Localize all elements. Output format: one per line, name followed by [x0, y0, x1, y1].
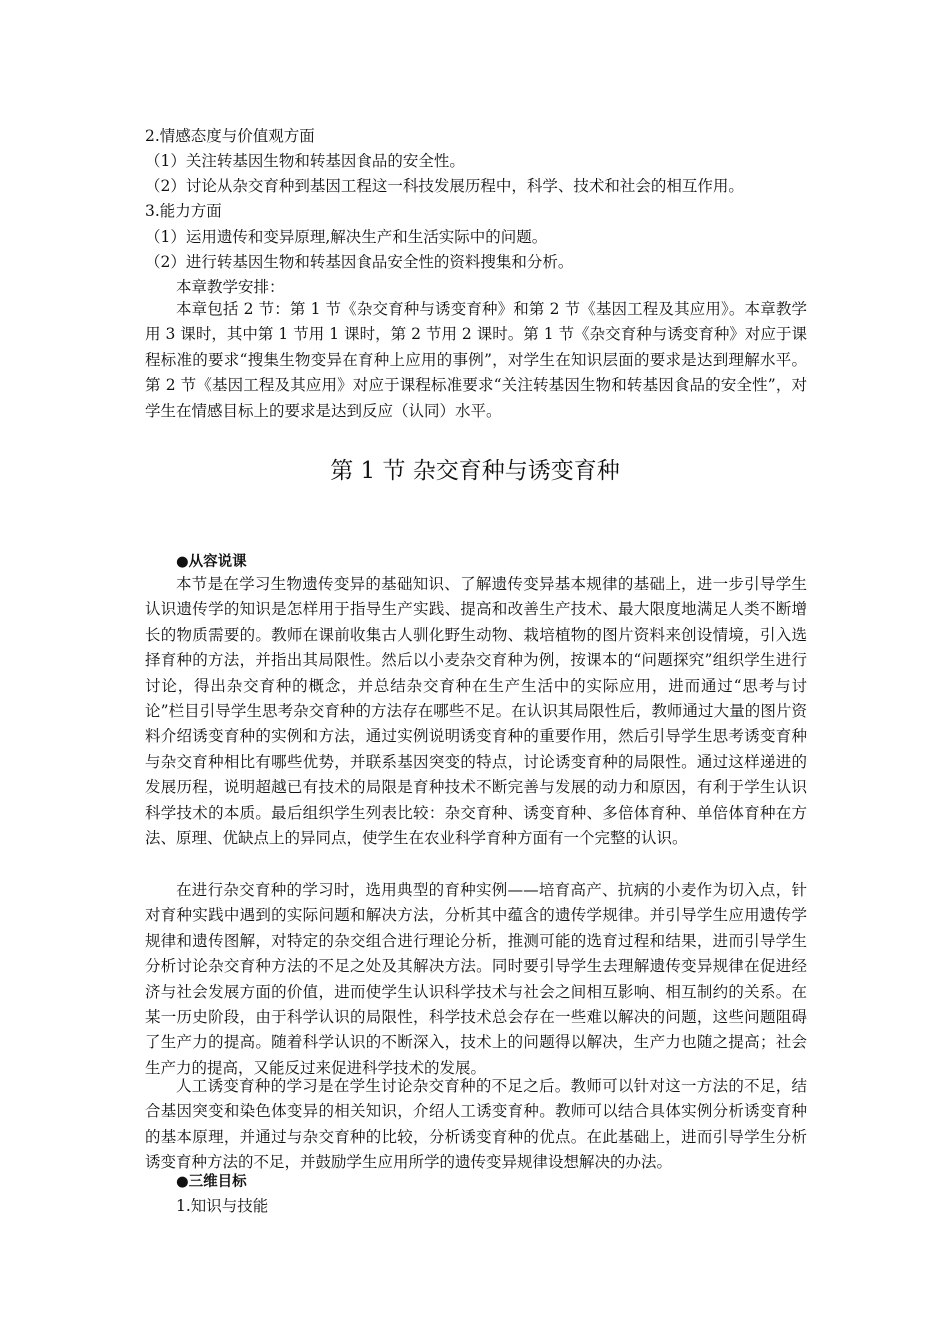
lecture-paragraph-1: 本节是在学习生物遗传变异的基础知识、了解遗传变异基本规律的基础上，进一步引导学生认识遗传学的知识是怎样用于指导生产实践、提高和改善生产技术、最大限度地满足人类不断增长的物质需要的。教师在课前收集古人驯化野生动物、栽培植物的图片资料来创设情境，引入选择育种的方法，并指出其局限性。然后以小麦杂交育种为例，按课本的“问题探究”组织学生进行讨论，得出杂交育种的概念，并总结杂交育种在生产生活中的实际应用，进而通过“思考与讨论”栏目引导学生思考杂交育种的方法存在哪些不足。在认识其局限性后，教师通过大量的图片资料介绍诱变育种的实例和方法，通过实例说明诱变育种的重要作用，然后引导学生思考诱变育种与杂交育种相比有哪些优势，并联系基因突变的特点，讨论诱变育种的局限性。通过这样递进的发展历程，说明超越已有技术的局限是育种技术不断完善与发展的动力和原因，有利于学生认识科学技术的本质。最后组织学生列表比较：杂交育种、诱变育种、多倍体育种、单倍体育种在方法、原理、优缺点上的异同点，使学生在农业科学育种方面有一个完整的认识。: [145, 575, 807, 848]
emotion-heading: 2.情感态度与价值观方面: [145, 127, 315, 145]
lecture-paragraph-2: 在进行杂交育种的学习时，选用典型的育种实例——培育高产、抗病的小麦作为切入点，针对育种实践中遇到的实际问题和解决方法，分析其中蕴含的遗传学规律。并引导学生应用遗传学规律和遗传图解，对特定的杂交组合进行理论分析，推测可能的选育过程和结果，进而引导学生分析讨论杂交育种方法的不足之处及其解决方法。同时要引导学生去理解遗传变异规律在促进经济与社会发展方面的价值，进而使学生认识科学技术与社会之间相互影响、相互制约的关系。在某一历史阶段，由于科学认识的局限性，科学技术总会存在一些难以解决的问题，这些问题阻碍了生产力的提高。随着科学认识的不断深入，技术上的问题得以解决，生产力也随之提高；社会生产力的提高，又能反过来促进科学技术的发展。: [145, 881, 807, 1077]
arrangement-paragraph: 本章包括 2 节：第 1 节《杂交育种与诱变育种》和第 2 节《基因工程及其应用》。本章教学用 3 课时，其中第 1 节用 1 课时，第 2 节用 2 课时。第 1 节《杂交育种与诱变育种》对应于课程标准的要求“搜集生物变异在育种上应用的事例”，对学生在知识层面的要求是达到理解水平。第 2 节《基因工程及其应用》对应于课程标准要求“关注转基因生物和转基因食品的安全性”，对学生在情感目标上的要求是达到反应（认同）水平。: [145, 300, 807, 420]
section-title: 第 1 节 杂交育种与诱变育种: [330, 458, 620, 484]
emotion-item-2: （2）讨论从杂交育种到基因工程这一科技发展历程中，科学、技术和社会的相互作用。: [145, 177, 744, 195]
ability-heading: 3.能力方面: [145, 202, 222, 220]
lecture-heading: ●从容说课: [176, 554, 247, 570]
arrangement-label: 本章教学安排：: [176, 278, 285, 296]
goals-item-1: 1.知识与技能: [176, 1197, 269, 1215]
emotion-item-1: （1）关注转基因生物和转基因食品的安全性。: [145, 152, 465, 170]
ability-item-2: （2）进行转基因生物和转基因食品安全性的资料搜集和分析。: [145, 253, 574, 271]
lecture-paragraph-3: 人工诱变育种的学习是在学生讨论杂交育种的不足之后。教师可以针对这一方法的不足，结合基因突变和染色体变异的相关知识，介绍人工诱变育种。教师可以结合具体实例分析诱变育种的基本原理，并通过与杂交育种的比较，分析诱变育种的优点。在此基础上，进而引导学生分析诱变育种方法的不足，并鼓励学生应用所学的遗传变异规律设想解决的办法。: [145, 1077, 807, 1172]
ability-item-1: （1）运用遗传和变异原理,解决生产和生活实际中的问题。: [145, 228, 548, 246]
goals-heading: ●三维目标: [176, 1174, 247, 1190]
